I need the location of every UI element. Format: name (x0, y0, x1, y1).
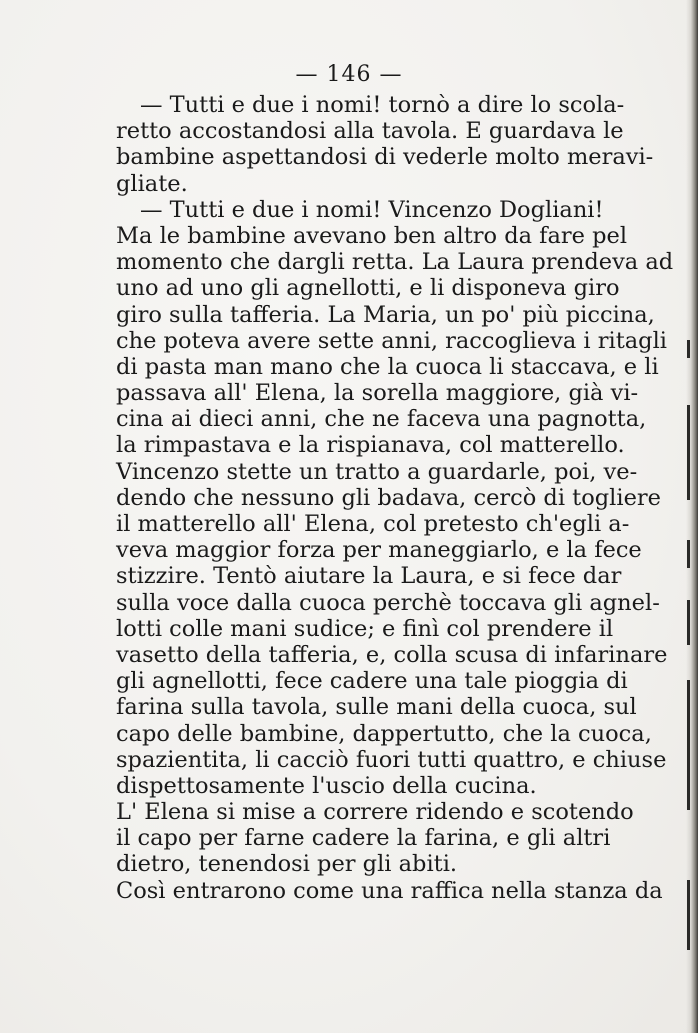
binding-mark (687, 600, 690, 645)
binding-mark (687, 340, 690, 358)
text-line: veva maggior forza per maneggiarlo, e la fece (116, 537, 642, 564)
text-line: gliate. (116, 170, 188, 197)
text-line: Ma le bambine avevano ben altro da fare pel (116, 222, 628, 249)
text-line: capo delle bambine, dappertutto, che la cuoca, (116, 720, 652, 747)
text-line: L' Elena si mise a correre ridendo e scotendo (116, 799, 634, 826)
binding-mark (687, 880, 690, 950)
text-line: retto accostandosi alla tavola. E guardava le (116, 118, 624, 145)
text-line: di pasta man mano che la cuoca li staccava, e li (116, 353, 659, 380)
text-line: cina ai dieci anni, che ne faceva una pagnotta, (116, 406, 647, 433)
binding-mark (687, 680, 690, 810)
page-number: — 146 — (295, 62, 403, 87)
text-line: uno ad uno gli agnellotti, e li disponeva giro (116, 275, 620, 302)
text-line: passava all' Elena, la sorella maggiore, già vi- (116, 380, 639, 407)
text-line: Così entrarono come una raffica nella stanza da (116, 877, 663, 904)
text-line: stizzire. Tentò aiutare la Laura, e si fece dar (116, 563, 622, 590)
text-line: — Tutti e due i nomi! Vincenzo Dogliani! (140, 196, 604, 223)
text-line: dispettosamente l'uscio della cucina. (116, 772, 537, 799)
body-text (116, 92, 674, 904)
text-line: vasetto della tafferia, e, colla scusa di infarinare (116, 641, 668, 668)
text-line: sulla voce dalla cuoca perchè toccava gli agnel- (116, 589, 660, 616)
text-line: dietro, tenendosi per gli abiti. (116, 851, 458, 878)
text-line: gli agnellotti, fece cadere una tale pioggia di (116, 668, 628, 695)
text-line: bambine aspettandosi di vederle molto meravi- (116, 144, 654, 171)
text-line: il matterello all' Elena, col pretesto ch'egli a- (116, 511, 630, 537)
text-line: farina sulla tavola, sulle mani della cuoca, sul (116, 694, 637, 721)
binding-mark (687, 540, 690, 568)
text-line: — Tutti e due i nomi! tornò a dire lo scola- (140, 92, 625, 118)
text-line: spazientita, li cacciò fuori tutti quattro, e chiuse (116, 746, 667, 773)
text-line: dendo che nessuno gli badava, cercò di togliere (116, 484, 661, 511)
text-line: la rimpastava e la rispianava, col matterello. (116, 432, 625, 459)
text-line: giro sulla tafferia. La Maria, un po' più piccina, (116, 301, 655, 328)
page-binding-edge (686, 0, 698, 1033)
text-line: Vincenzo stette un tratto a guardarle, poi, ve- (116, 458, 638, 485)
text-line: momento che dargli retta. La Laura prendeva ad (116, 249, 674, 276)
text-line: lotti colle mani sudice; e finì col prendere il (116, 615, 614, 642)
text-line: il capo per farne cadere la farina, e gli altri (116, 825, 611, 852)
text-line: che poteva avere sette anni, raccoglieva i ritagli (116, 327, 667, 354)
binding-mark (687, 405, 690, 500)
